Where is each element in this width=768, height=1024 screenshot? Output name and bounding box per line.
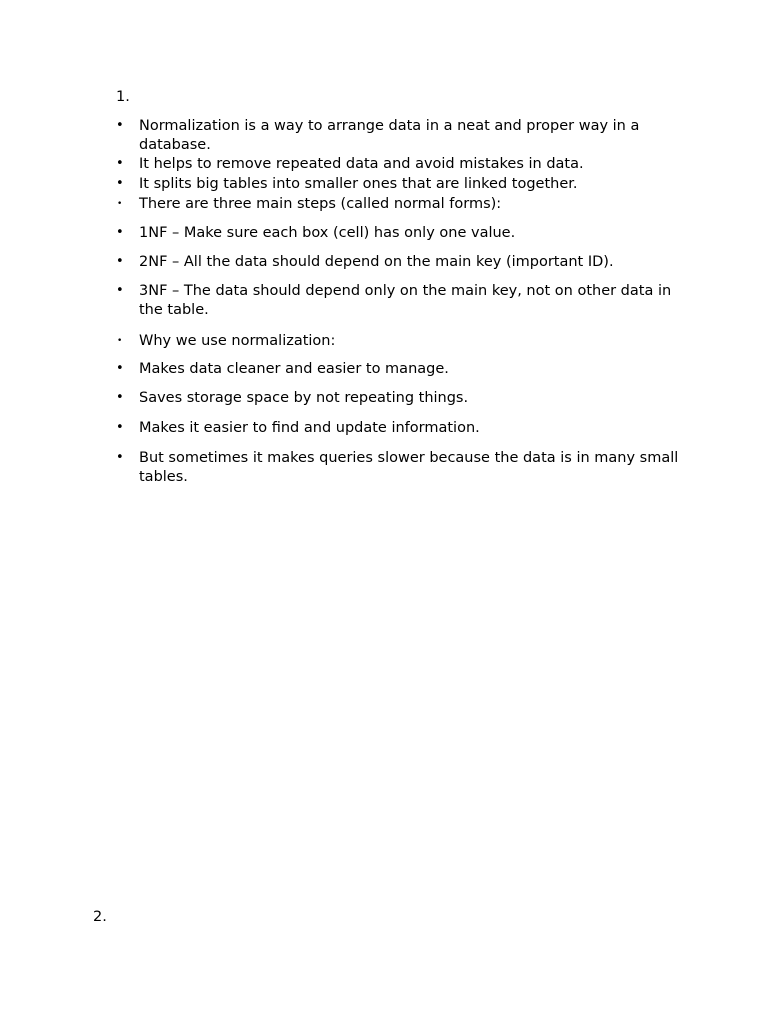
bullet-icon: •	[116, 390, 124, 405]
list-item-slower-queries: But sometimes it makes queries slower because the data is in many small tables.	[139, 450, 679, 485]
list-item-easier-update: Makes it easier to find and update information.	[139, 420, 480, 436]
bullet-icon: •	[116, 283, 124, 298]
list-item-cleaner-data: Makes data cleaner and easier to manage.	[139, 361, 449, 377]
bullet-icon: •	[117, 336, 123, 346]
list-item-remove-repeated-data: It helps to remove repeated data and avoid mistakes in data.	[139, 156, 584, 172]
list-item-2nf: 2NF – All the data should depend on the main key (important ID).	[139, 254, 614, 270]
list-number-2: 2.	[93, 909, 107, 925]
list-item-normalization-definition: Normalization is a way to arrange data in a neat and proper way in a database.	[139, 118, 640, 153]
list-item-saves-storage: Saves storage space by not repeating things.	[139, 390, 469, 406]
bullet-icon: •	[116, 450, 124, 465]
list-item-1nf: 1NF – Make sure each box (cell) has only one value.	[139, 225, 516, 241]
bullet-icon: •	[116, 156, 124, 171]
list-item-3nf: 3NF – The data should depend only on the main key, not on other data in the table.	[139, 283, 672, 318]
bullet-icon: •	[116, 420, 124, 435]
bullet-icon: •	[116, 225, 124, 240]
bullet-icon: •	[116, 176, 124, 191]
list-number-1: 1.	[116, 89, 130, 105]
bullet-icon: •	[117, 199, 123, 209]
bullet-icon: •	[116, 118, 124, 133]
list-item-split-tables: It splits big tables into smaller ones that are linked together.	[139, 176, 578, 192]
bullet-icon: •	[116, 254, 124, 269]
list-item-why-normalization: Why we use normalization:	[139, 333, 336, 349]
bullet-icon: •	[116, 361, 124, 376]
list-item-normal-forms-intro: There are three main steps (called normal forms):	[139, 196, 502, 212]
